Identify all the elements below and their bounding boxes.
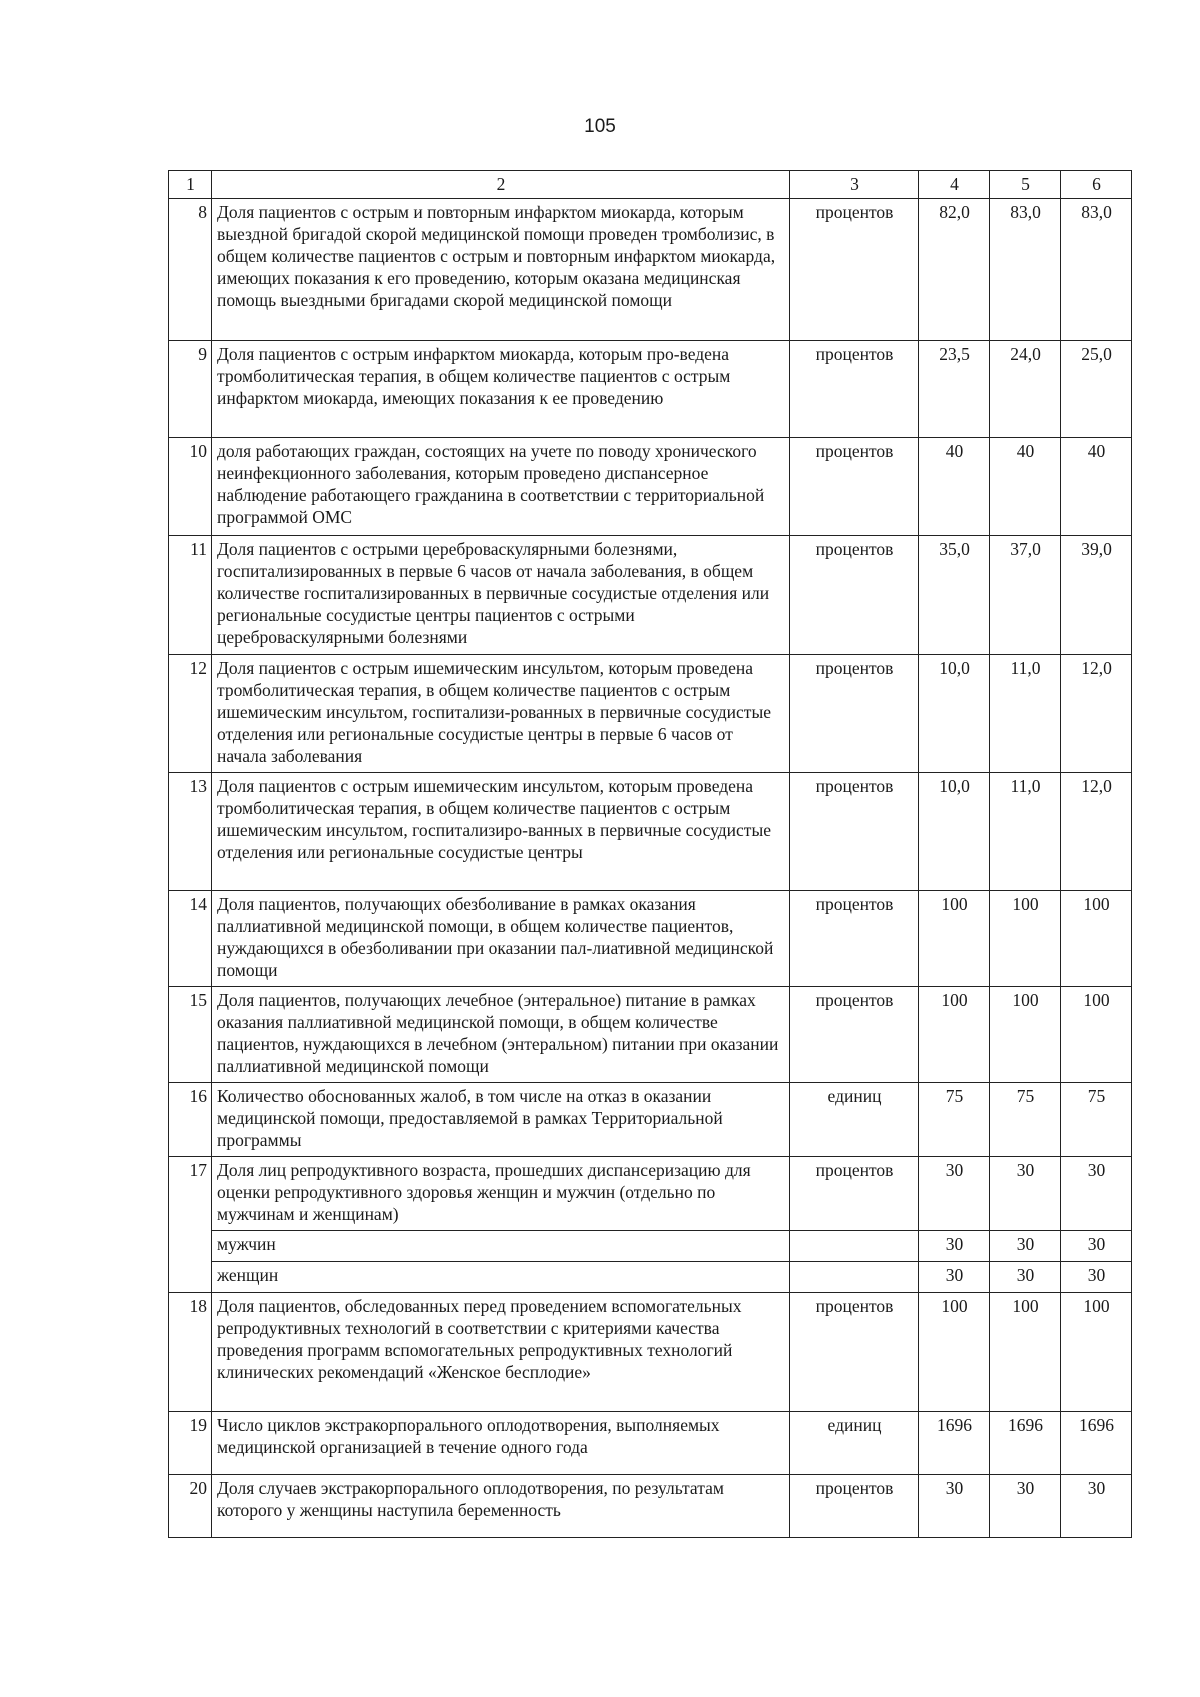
value-col-4: 40 xyxy=(919,438,990,536)
indicator-name: женщин xyxy=(212,1262,790,1293)
value-col-5: 30 xyxy=(990,1157,1061,1231)
unit: процентов xyxy=(790,1293,919,1412)
table-row xyxy=(169,1157,1132,1231)
indicator-name: Доля пациентов с острыми цереброваскулярными болезнями, госпитализированных в первые 6 часов от начала заболевания, в общем количестве госпитализированных в первичные сосудистые отделения или региональные сосудистые центры пациентов с острыми цереброваскулярными болезнями xyxy=(212,536,790,655)
row-number: 9 xyxy=(169,341,212,438)
value-col-4: 23,5 xyxy=(919,341,990,438)
value-col-5: 75 xyxy=(990,1083,1061,1157)
indicator-name: Количество обоснованных жалоб, в том числе на отказ в оказании медицинской помощи, предоставляемой в рамках Территориальной программы xyxy=(212,1083,790,1157)
unit: процентов xyxy=(790,1475,919,1538)
row-number: 15 xyxy=(169,987,212,1083)
value-col-5: 24,0 xyxy=(990,341,1061,438)
value-col-4: 1696 xyxy=(919,1412,990,1475)
unit: процентов xyxy=(790,438,919,536)
unit: процентов xyxy=(790,536,919,655)
indicators-table xyxy=(168,170,1132,1538)
value-col-4: 100 xyxy=(919,891,990,987)
indicator-name: Доля лиц репродуктивного возраста, прошедших диспансеризацию для оценки репродуктивного здоровья женщин и мужчин (отдельно по мужчинам и женщинам) xyxy=(212,1157,790,1231)
row-number: 20 xyxy=(169,1475,212,1538)
unit: процентов xyxy=(790,655,919,773)
value-col-6: 12,0 xyxy=(1061,773,1132,891)
value-col-5: 30 xyxy=(990,1231,1061,1262)
value-col-4: 10,0 xyxy=(919,773,990,891)
indicator-name: Доля пациентов с острым и повторным инфарктом миокарда, которым выездной бригадой скорой медицинской помощи проведен тромболизис, в общем количестве пациентов с острым и повторным инфарктом миокарда, имеющих показания к его проведению, которым оказана медицинская помощь выездными бригадами скорой медицинской помощи xyxy=(212,199,790,341)
row-number: 16 xyxy=(169,1083,212,1157)
indicator-name: Доля пациентов с острым ишемическим инсультом, которым проведена тромболитическая терапия, в общем количестве пациентов с острым ишемическим инсультом, госпитализи-рованных в первичные сосудистые отделения или региональные сосудистые центры в первые 6 часов от начала заболевания xyxy=(212,655,790,773)
value-col-5: 30 xyxy=(990,1262,1061,1293)
header-col-3: 3 xyxy=(790,171,919,199)
value-col-6: 1696 xyxy=(1061,1412,1132,1475)
value-col-5: 37,0 xyxy=(990,536,1061,655)
indicator-name: Доля пациентов, получающих обезболивание в рамках оказания паллиативной медицинской помощи, в общем количестве пациентов, нуждающихся в обезболивании при оказании пал-лиативной медицинской помощи xyxy=(212,891,790,987)
page-number: 105 xyxy=(584,116,616,137)
value-col-5: 11,0 xyxy=(990,655,1061,773)
table-row xyxy=(169,1412,1132,1475)
unit xyxy=(790,1262,919,1293)
header-col-5: 5 xyxy=(990,171,1061,199)
value-col-4: 100 xyxy=(919,987,990,1083)
row-number: 19 xyxy=(169,1412,212,1475)
indicator-name: Доля пациентов, получающих лечебное (энтеральное) питание в рамках оказания паллиативной медицинской помощи, в общем количестве пациентов, нуждающихся в лечебном (энтеральном) питании при оказании паллиативной медицинской помощи xyxy=(212,987,790,1083)
indicator-name: Доля пациентов с острым ишемическим инсультом, которым проведена тромболитическая терапия, в общем количестве пациентов с острым ишемическим инсультом, госпитализиро-ванных в первичные сосудистые отделения или региональные сосудистые центры xyxy=(212,773,790,891)
unit: процентов xyxy=(790,891,919,987)
table-row xyxy=(169,438,1132,536)
value-col-5: 30 xyxy=(990,1475,1061,1538)
unit: процентов xyxy=(790,987,919,1083)
value-col-6: 100 xyxy=(1061,891,1132,987)
value-col-6: 100 xyxy=(1061,1293,1132,1412)
header-col-2: 2 xyxy=(212,171,790,199)
value-col-5: 100 xyxy=(990,1293,1061,1412)
row-number: 14 xyxy=(169,891,212,987)
indicator-name: Доля пациентов с острым инфарктом миокарда, которым про-ведена тромболитическая терапия, в общем количестве пациентов с острым инфарктом миокарда, имеющих показания к ее проведению xyxy=(212,341,790,438)
table-row xyxy=(169,891,1132,987)
header-col-4: 4 xyxy=(919,171,990,199)
table-row xyxy=(169,199,1132,341)
value-col-6: 25,0 xyxy=(1061,341,1132,438)
value-col-4: 35,0 xyxy=(919,536,990,655)
value-col-5: 100 xyxy=(990,987,1061,1083)
indicator-name: мужчин xyxy=(212,1231,790,1262)
indicator-name: Доля пациентов, обследованных перед проведением вспомогательных репродуктивных технологий в соответствии с критериями качества проведения программ вспомогательных репродуктивных технологий клинических рекомендаций «Женское бесплодие» xyxy=(212,1293,790,1412)
unit xyxy=(790,1231,919,1262)
table-row xyxy=(169,1475,1132,1538)
table-row xyxy=(169,536,1132,655)
value-col-4: 30 xyxy=(919,1475,990,1538)
value-col-5: 11,0 xyxy=(990,773,1061,891)
value-col-4: 30 xyxy=(919,1231,990,1262)
value-col-5: 83,0 xyxy=(990,199,1061,341)
value-col-4: 10,0 xyxy=(919,655,990,773)
unit: процентов xyxy=(790,341,919,438)
table-row xyxy=(169,1262,1132,1293)
value-col-5: 1696 xyxy=(990,1412,1061,1475)
value-col-6: 12,0 xyxy=(1061,655,1132,773)
value-col-4: 100 xyxy=(919,1293,990,1412)
indicator-name: Число циклов экстракорпорального оплодотворения, выполняемых медицинской организацией в течение одного года xyxy=(212,1412,790,1475)
value-col-4: 30 xyxy=(919,1262,990,1293)
row-number: 11 xyxy=(169,536,212,655)
value-col-6: 30 xyxy=(1061,1475,1132,1538)
header-col-1: 1 xyxy=(169,171,212,199)
table-row xyxy=(169,987,1132,1083)
header-col-6: 6 xyxy=(1061,171,1132,199)
table-row xyxy=(169,1083,1132,1157)
row-number: 13 xyxy=(169,773,212,891)
row-number: 12 xyxy=(169,655,212,773)
value-col-4: 30 xyxy=(919,1157,990,1231)
row-number: 8 xyxy=(169,199,212,341)
table-row xyxy=(169,1293,1132,1412)
value-col-6: 39,0 xyxy=(1061,536,1132,655)
table-row xyxy=(169,655,1132,773)
value-col-6: 100 xyxy=(1061,987,1132,1083)
unit: единиц xyxy=(790,1083,919,1157)
value-col-6: 75 xyxy=(1061,1083,1132,1157)
row-number: 10 xyxy=(169,438,212,536)
value-col-5: 40 xyxy=(990,438,1061,536)
unit: процентов xyxy=(790,1157,919,1231)
row-number: 17 xyxy=(169,1157,212,1293)
value-col-5: 100 xyxy=(990,891,1061,987)
value-col-6: 40 xyxy=(1061,438,1132,536)
table-row xyxy=(169,1231,1132,1262)
value-col-6: 83,0 xyxy=(1061,199,1132,341)
unit: единиц xyxy=(790,1412,919,1475)
table-row xyxy=(169,773,1132,891)
table-row xyxy=(169,341,1132,438)
value-col-4: 75 xyxy=(919,1083,990,1157)
indicator-name: доля работающих граждан, состоящих на учете по поводу хронического неинфекционного заболевания, которым проведено диспансерное наблюдение работающего гражданина в соответствии с территориальной программой ОМС xyxy=(212,438,790,536)
value-col-4: 82,0 xyxy=(919,199,990,341)
value-col-6: 30 xyxy=(1061,1157,1132,1231)
unit: процентов xyxy=(790,199,919,341)
table-header-row xyxy=(169,171,1132,199)
value-col-6: 30 xyxy=(1061,1262,1132,1293)
unit: процентов xyxy=(790,773,919,891)
value-col-6: 30 xyxy=(1061,1231,1132,1262)
indicator-name: Доля случаев экстракорпорального оплодотворения, по результатам которого у женщины наступила беременность xyxy=(212,1475,790,1538)
row-number: 18 xyxy=(169,1293,212,1412)
